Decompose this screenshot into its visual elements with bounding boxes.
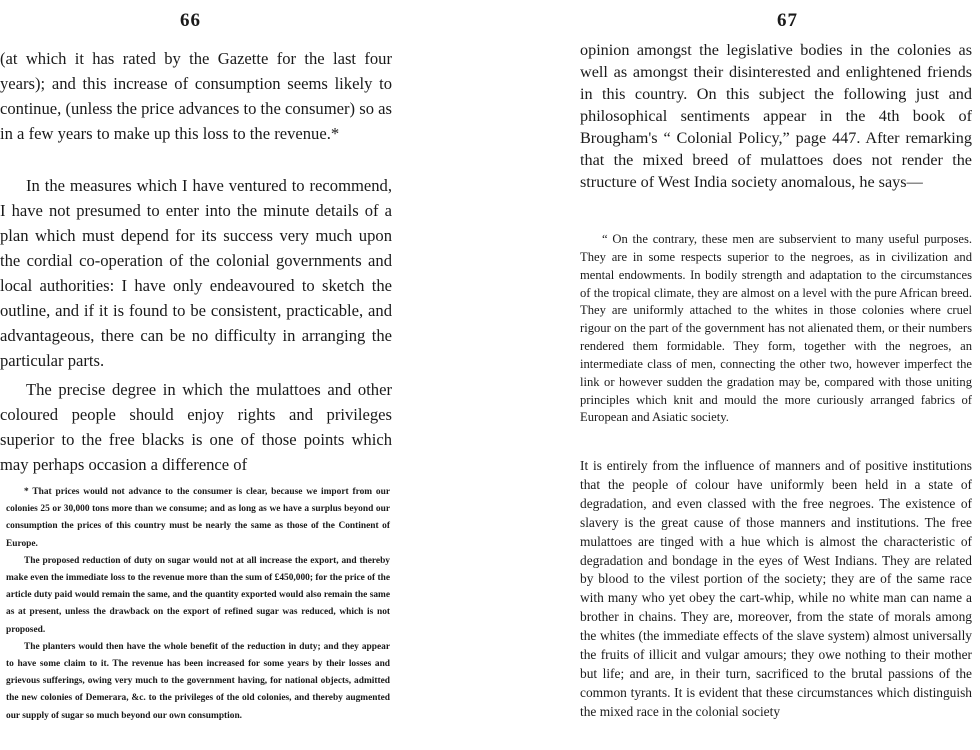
page-number: 67 (777, 10, 798, 31)
paragraph-text: In the measures which I have ventured to recommend, I have not presumed to enter into the minute details of a plan which must depend for its success very much upon the cordial co-operation of the colonial governments and local authorities: I have only endeavoured to sketch the outline, and if it is found to be consistent, practicable, and advantageous, there can be no difficulty in arranging the particular parts. (0, 176, 392, 370)
quote-text: “ On the contrary, these men are subservient to many useful purposes. They are in some respects superior to the negroes, as in civilization and mental endowments. In bodily strength and adaptation to the circumstances of the tropical climate, they are almost on a level with the pure African breed. They are uniformly attached to the whites in those colonies where cruel rigour on the part of the government has not alienated them, or their numbers rendered them formidable. They form, together with the negroes, an intermediate class of men, connecting the other two, however imperfect the link or however sudden the gradation may be, compared with those uniting principles which knit and mould the more curiously arranged fabrics of European and Asiatic society. (580, 232, 972, 425)
paragraph (0, 46, 392, 146)
paragraph-text: opinion amongst the legislative bodies in the colonies as well as amongst their disinterested and enlightened friends in this country. On this subject the following just and philosophical sentiments appear in the 4th book of Brougham's “ Colonial Policy,” page 447. After remarking that the mixed breed of mulattoes does not render the structure of West India society anomalous, he says— (580, 41, 972, 191)
paragraph (0, 173, 392, 373)
paragraph-text: (at which it has rated by the Gazette for the last four years); and this increase of consumption seems likely to continue, (unless the price advances to the consumer) so as in a few years to make up this loss to the revenue.* (0, 49, 392, 143)
right-page (580, 0, 972, 750)
page-number: 66 (180, 10, 201, 31)
paragraph (580, 39, 972, 193)
paragraph (0, 377, 392, 477)
footnote: The proposed reduction of duty on sugar would not at all increase the export, and thereby make even the immediate loss to the revenue more than the sum of £450,000; for the price of the article duty paid would remain the same, and the quantity exported would also remain the same as at present, unless the drawback on the export of refined sugar was reduced, which is not proposed. (6, 555, 390, 635)
paragraph-text: The precise degree in which the mulattoes and other coloured people should enjoy rights and privileges superior to the free blacks is one of those points which may perhaps occasion a difference of (0, 380, 392, 474)
footnote: * That prices would not advance to the consumer is clear, because we import from our colonies 25 or 30,000 tons more than we consume; and as long as we have a surplus beyond our consumption the prices of this country must be nearly the same as those of the Continent of Europe. (6, 487, 390, 549)
quote-text: It is entirely from the influence of manners and of positive institutions that the people of colour have uniformly been held in a state of degradation, and even classed with the free negroes. The existence of slavery is the great cause of those manners and institutions. The free mulattoes are tinged with a hue which is almost the characteristic of degradation and bondage in the eyes of West Indians. They are related by blood to the vilest portion of the society; they are of the same race with many who yet obey the cart-whip, while no white man can name a brother in chains. They are, moreover, from the state of morals among the whites (the immediate effects of the slave system) almost universally the fruits of illicit and vulgar amours; they owe nothing to their mother but life; and are, in their turn, sacrificed to the brutal passions of the common tyrants. It is evident that these circumstances which distinguish the mixed race in the colonial society (580, 458, 972, 719)
footnote-block (6, 484, 390, 725)
left-page (0, 0, 392, 750)
footnote: The planters would then have the whole benefit of the reduction in duty; and they appear to have some claim to it. The revenue has been increased for some years by their losses and grievous sufferings, owing very much to the government having, for national objects, admitted the new colonies of Demerara, &c. to the privileges of the old colonies, and thereby augmented our supply of sugar so much beyond our own consumption. (6, 641, 390, 721)
block-quote (580, 231, 972, 427)
block-quote-continued (580, 457, 972, 722)
